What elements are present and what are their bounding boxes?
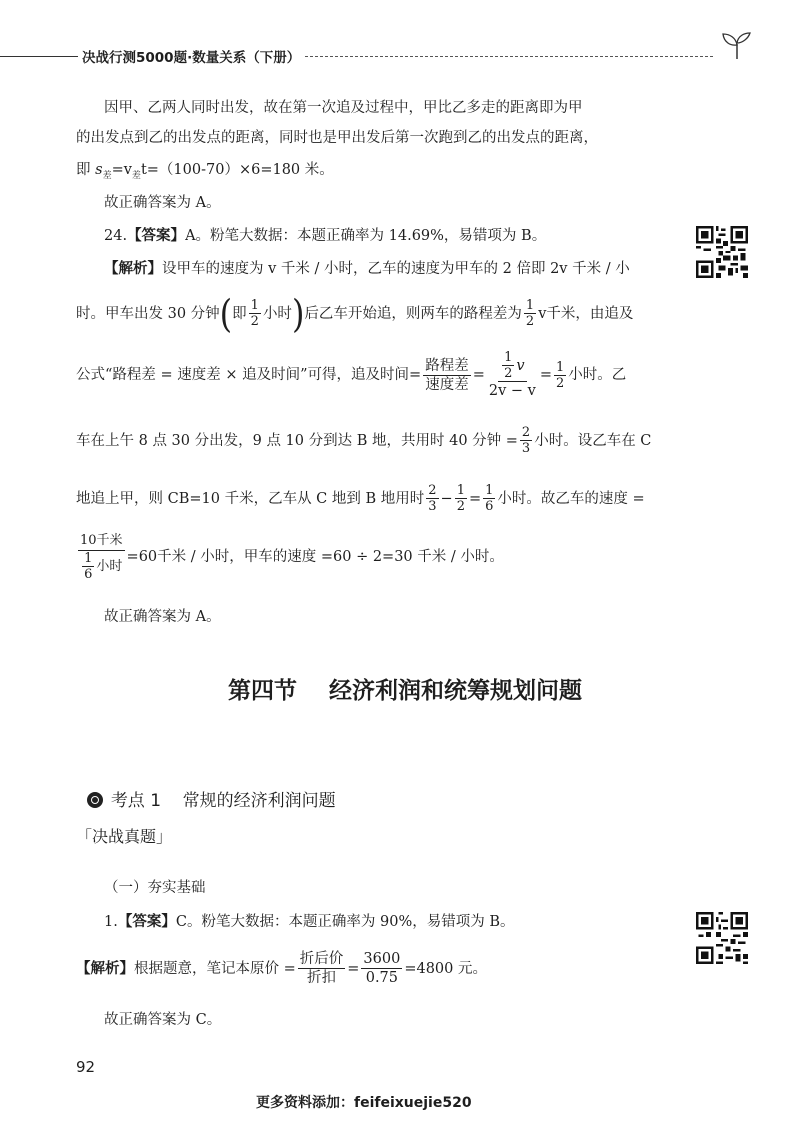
header-rule-left	[0, 56, 78, 57]
analysis-line	[76, 950, 487, 987]
numerator: 1	[525, 298, 535, 313]
numerator: 1	[84, 551, 93, 566]
denominator: 2	[456, 499, 465, 514]
text: 小时。故乙车的速度 =	[497, 490, 645, 507]
section-title: 第四节 经济利润和统筹规划问题	[228, 678, 583, 704]
minus: −	[440, 490, 453, 507]
analysis-line	[76, 350, 626, 400]
qr-code-icon	[696, 226, 748, 278]
fraction	[487, 350, 538, 400]
para-line: 因甲、乙两人同时出发，故在第一次追及过程中，甲比乙多走的距离即为甲	[104, 100, 583, 116]
footer-note: 更多资料添加：feifeixuejie520	[256, 1095, 472, 1111]
text: 公式“路程差 = 速度差 × 追及时间”可得，追及时间=	[76, 367, 422, 383]
denominator	[78, 551, 124, 582]
fraction	[426, 483, 438, 514]
analysis-line	[76, 290, 634, 337]
var-s: s	[95, 162, 103, 178]
text: 小时。设乙车在 C	[534, 432, 652, 449]
fraction	[455, 483, 467, 514]
answer-header	[104, 226, 546, 246]
text: 根据题意，笔记本原价 =	[134, 960, 296, 977]
numerator: 1	[250, 298, 259, 313]
denominator: 6	[84, 567, 93, 582]
denominator: 折扣	[307, 970, 337, 986]
sprout-icon	[718, 30, 756, 60]
denominator: 6	[485, 499, 494, 514]
target-icon	[87, 792, 103, 808]
formula-line	[76, 160, 334, 186]
denominator: 3	[521, 441, 531, 456]
numerator	[498, 350, 526, 382]
question-number: 24.	[104, 228, 128, 244]
text: 设甲车的速度为 v 千米 / 小时，乙车的速度为甲车的 2 倍即 2v 千米 / 小	[162, 261, 630, 277]
fraction	[483, 483, 495, 514]
analysis-line	[104, 259, 630, 279]
denominator: 速度差	[425, 376, 469, 393]
text: v千米，由追及	[538, 305, 634, 322]
text: =4800 元。	[404, 960, 487, 977]
equals: =	[539, 367, 553, 383]
para-line: 的出发点到乙的出发点的距离，同时也是甲出发后第一次跑到乙的出发点的距离，	[76, 130, 598, 146]
answer-header	[104, 912, 515, 932]
analysis-line	[76, 532, 504, 582]
answer-label: 【答案】	[117, 914, 176, 930]
analysis-label: 【解析】	[76, 960, 134, 977]
fraction	[423, 357, 471, 394]
text: =v	[111, 162, 132, 178]
fraction	[82, 551, 94, 582]
fraction	[298, 950, 346, 987]
numerator: 1	[485, 483, 494, 498]
denominator: 2	[250, 314, 259, 329]
numerator: 1	[556, 359, 565, 375]
text: t=（100-70）×6=180 米。	[140, 162, 334, 178]
paren-right: )	[291, 290, 305, 337]
subscript: 差	[102, 170, 112, 181]
denominator: 2	[525, 314, 535, 329]
var-v: v	[516, 357, 525, 374]
fraction	[78, 532, 125, 582]
fraction	[502, 350, 514, 381]
answer-text: C。粉笔大数据：本题正确率为 90%，易错项为 B。	[175, 914, 515, 930]
fraction	[249, 298, 261, 329]
numerator: 折后价	[299, 951, 344, 967]
question-number: 1.	[104, 914, 118, 930]
text: =60千米 / 小时，甲车的速度 =60 ÷ 2=30 千米 / 小时。	[126, 549, 504, 565]
analysis-label: 【解析】	[104, 261, 162, 277]
text: 即	[232, 305, 247, 322]
qr-code-icon	[696, 912, 748, 964]
text: 小时。乙	[568, 367, 627, 383]
subsection-heading: 「决战真题」	[76, 827, 173, 846]
denominator: 2v − v	[488, 383, 536, 399]
fraction	[554, 360, 566, 391]
running-header-title: 决战行测5000题·数量关系（下册）	[82, 50, 301, 66]
fraction	[520, 425, 532, 456]
text: 地追上甲，则 CB=10 千米，乙车从 C 地到 B 地用时	[76, 490, 425, 507]
text: 小时	[96, 558, 123, 574]
text: 即	[76, 162, 96, 178]
answer-line: 故正确答案为 A。	[104, 195, 221, 211]
equals: =	[472, 367, 485, 383]
text: 后乙车开始追，则两车的路程差为	[304, 305, 522, 322]
fraction	[361, 950, 402, 987]
fraction	[524, 298, 536, 329]
numerator: 10千米	[78, 532, 125, 551]
text: 车在上午 8 点 30 分出发，9 点 10 分到达 B 地，共用时 40 分钟 =	[76, 432, 518, 449]
denominator: 0.75	[365, 970, 399, 986]
numerator: 路程差	[425, 357, 469, 374]
numerator: 2	[521, 425, 531, 440]
equals: =	[347, 960, 360, 977]
topic-label: 考点 1 常规的经济利润问题	[110, 791, 336, 811]
answer-label: 【答案】	[127, 228, 186, 244]
denominator: 3	[428, 499, 437, 514]
header-rule-right	[305, 56, 713, 57]
numerator: 2	[428, 483, 437, 498]
equals: =	[468, 490, 482, 507]
subscript: 差	[131, 170, 141, 181]
text: 小时	[262, 305, 292, 322]
denominator: 2	[556, 375, 565, 391]
topic-heading	[76, 766, 336, 811]
answer-line: 故正确答案为 C。	[104, 1012, 222, 1028]
numerator: 1	[456, 483, 465, 498]
page-number: 92	[76, 1058, 96, 1076]
text: 时。甲车出发 30 分钟	[76, 305, 220, 322]
subsection-heading: （一）夯实基础	[104, 880, 206, 896]
answer-line: 故正确答案为 A。	[104, 609, 221, 625]
answer-text: A。粉笔大数据：本题正确率为 14.69%，易错项为 B。	[185, 228, 547, 244]
analysis-line	[76, 425, 651, 456]
analysis-line	[76, 483, 645, 514]
paren-left: (	[219, 290, 233, 337]
denominator: 2	[504, 366, 513, 381]
numerator: 3600	[363, 951, 401, 967]
numerator: 1	[504, 350, 513, 365]
